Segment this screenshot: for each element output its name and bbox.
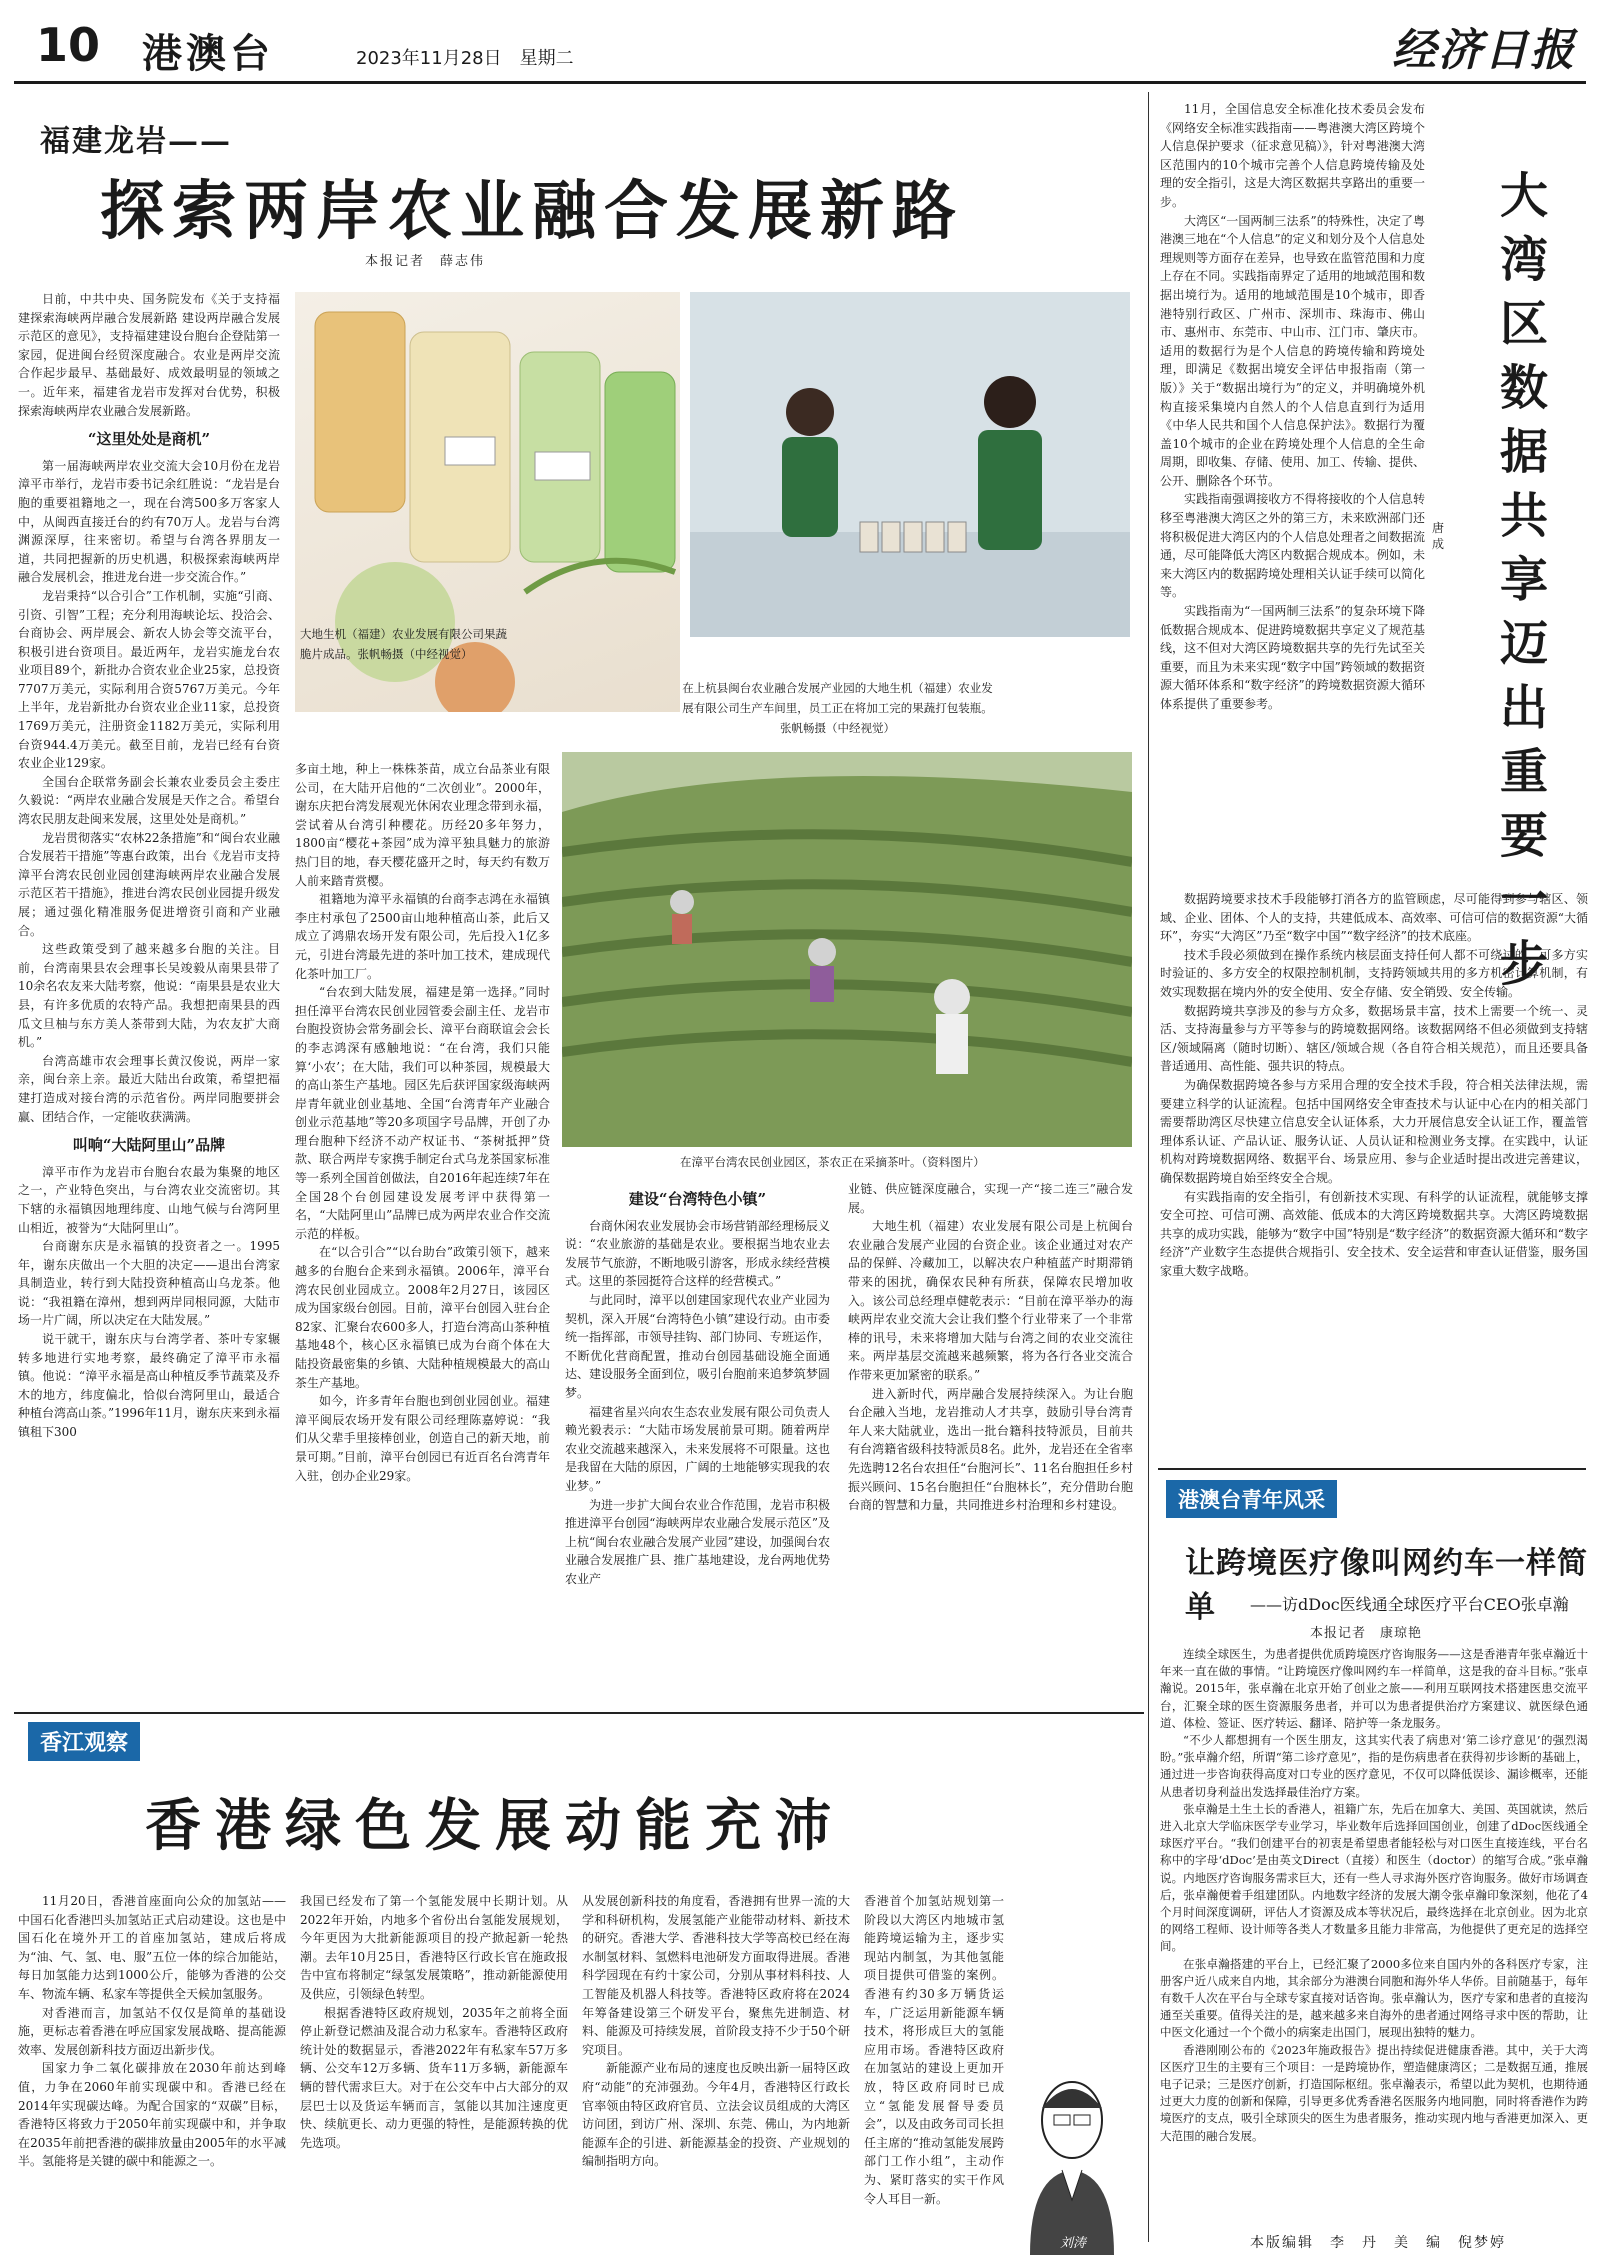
paragraph: 如今，许多青年台胞也到创业园创业。福建漳平闽辰农场开发有限公司经理陈嘉婷说：“我们从父辈手里接棒创业，创造自己的新天地，前景可期。”目前，漳平台创园已有近百名台湾青年入驻，创办企业29家。 [295, 1394, 550, 1483]
page-number: 10 [36, 18, 101, 72]
paragraph: 从发展创新科技的角度看，香港拥有世界一流的大学和科研机构，发展氢能产业能带动材料、新技术的研究。香港大学、香港科技大学等高校已经在海水制氢材料、氢燃料电池研发方面取得进展。香港科学园现在有约十家公司，分别从事材料科技、人工智能及机器人科技等。香港特区政府将在2024年筹备建设第三个研发平台，聚焦先进制造、材料、能源及可持续发展，首阶段支持不少于50个研究项目。 [582, 1894, 850, 2057]
author-portrait-sketch [1010, 2060, 1135, 2255]
article2-column-4 [864, 1892, 1004, 2257]
workshop-workers-image [690, 292, 1130, 637]
paragraph: 龙岩贯彻落实“农林22条措施”和“闽台农业融合发展若干措施”等惠台政策，出台《龙岩市支持漳平台湾农民创业园创建海峡两岸农业融合发展示范区若干措施》，推进台湾农民创业园提升级发展；通过强化精准服务促进增资引商和产业融合。 [18, 830, 280, 938]
photo3-caption: 在漳平台湾农民创业园区，茶农正在采摘茶叶。（资料图片） [680, 1155, 985, 1169]
portrait-signature: 刘涛 [1060, 2236, 1087, 2251]
paragraph: 对香港而言，加氢站不仅仅是简单的基础设施，更标志着香港在呼应国家发展战略、提高能源效率、发展创新科技方面迈出新步伐。 [18, 2005, 286, 2057]
paper-logo: 经济日报 [1392, 25, 1576, 76]
paragraph: 根据香港特区政府规划，2035年之前将全面停止新登记燃油及混合动力私家车。香港特区政府统计处的数据显示，香港2022年有私家车57万多辆、公交车12万多辆、货车11万多辆，新能源车辆的替代需求巨大。对于在公交车中占大部分的双层巴士以及货运车辆而言，氢能以其加注速度更快、续航更长、动力更强的特性，是能源转换的优先选项。 [300, 2005, 568, 2150]
article2-column-2 [300, 1892, 568, 2257]
editor-credits: 本版编辑 李 丹 美 编 倪梦婷 [1250, 2235, 1506, 2251]
article1-subhead-2: 叫响“大陆阿里山”品牌 [72, 1136, 226, 1155]
paragraph: 大湾区“一国两制三法系”的特殊性，决定了粤港澳三地在“个人信息”的定义和划分及个人信息处理规则等方面存在差异，也导致在监管范围和力度上存在不同。实践指南界定了适用的地域范围和数据出境行为。适用的地域范围是10个城市，即香港特别行政区、广州市、深圳市、珠海市、佛山市、惠州市、东莞市、中山市、江门市、肇庆市。适用的数据行为是个人信息的跨境传输和跨境处理，即满足《数据出境安全评估申报指南（第一版）》关于“数据出境行为”的定义，并明确境外机构直接采集境内自然人的个人信息直到行为适用《中华人民共和国个人信息保护法》。数据行为覆盖10个城市的企业在跨境处理个人信息的全生命周期，即收集、存储、使用、加工、传输、提供、公开、删除各个环节。 [1160, 213, 1425, 488]
paragraph: 我国已经发布了第一个氢能发展中长期计划。从2022年开始，内地多个省份出台氢能发展规划，今年更因为大批新能源项目的投产掀起新一轮热潮。去年10月25日，香港特区行政长官在施政报告中宣布将制定“绿氢发展策略”，推动新能源使用及供应，引领绿色转型。 [300, 1894, 568, 2001]
paragraph: 在张卓瀚搭建的平台上，已经汇聚了2000多位来自国内外的各科医疗专家，注册客户近八成来自内地，其余部分为港澳台同胞和海外华人华侨。目前随基于，每年有数千人次在平台与全球专家直接对话咨询。张卓瀚认为，医疗专家和患者的直接沟通至关重要。值得关注的是，越来越多来自海外的患者通过网络寻求中医的帮助，让中医文化通过一个个微小的病案走出国门，展现出独特的魅力。 [1160, 1956, 1588, 2040]
paragraph: 进入新时代，两岸融合发展持续深入。为让台胞台企融入当地，龙岩推动人才共享，鼓励引导台湾青年人来大陆就业，选出一批台籍科技特派员，目前共有台湾籍省级科技特派员8名。此外，龙岩还在全省率先选聘12名台农担任“台胞河长”、11名台胞担任乡村振兴顾问、15名台胞担任“台胞林长”，充分借助台胞台商的智慧和力量，共同推进乡村治理和乡村建设。 [848, 1386, 1133, 1513]
paragraph: “不少人都想拥有一个医生朋友，这其实代表了病患对‘第二诊疗意见’的强烈渴盼。”张卓瀚介绍，所谓“第二诊疗意见”，指的是伤病患者在获得初步诊断的基础上，通过进一步咨询获得高度对口专业的医疗意见，不仅可以降低误诊、漏诊概率，还能从患者切身利益出发选择最佳治疗方案。 [1160, 1733, 1588, 1799]
paragraph: 11月，全国信息安全标准化技术委员会发布《网络安全标准实践指南——粤港澳大湾区跨境个人信息保护要求（征求意见稿）》，针对粤港澳大湾区范围内的10个城市完善个人信息跨境传输及处理的安全指引，这是大湾区数据共享路出的重要一步。 [1160, 102, 1425, 209]
paragraph: 台商休闲农业发展协会市场营销部经理杨辰义说：“农业旅游的基础是农业。要根据当地农业去发展节气旅游，不断地吸引游客，形成永续经营模式。这里的茶园挺符合这样的经营模式。” [565, 1218, 830, 1289]
tea-picking-image [562, 752, 1132, 1147]
article1-kicker: 福建龙岩—— [40, 124, 232, 159]
paragraph: 龙岩秉持“以合引合”工作机制，实施“引商、引资、引智”工程；充分利用海峡论坛、投洽会、台商协会、两岸展会、新农人协会等交流平台，积极引进台资项目。最近两年，龙岩实施龙台农业项目89个，新批办合资农业企业25家，总投资7707万美元，实际利用合资5767万美元。今年上半年，龙岩新批办台资农业企业11家，总投资1769万美元，注册资金1182万美元，实际利用台资944.4万美元。截至目前，龙岩已经有台资农业企业129家。 [18, 588, 280, 771]
article1-column-4 [848, 1180, 1133, 1700]
paragraph: 第一届海峡两岸农业交流大会10月份在龙岩漳平市举行，龙岩市委书记余红胜说：“龙岩是台胞的重要祖籍地之一，现在台湾500多万客家人中，从闽西直接迁台的约有70万人。龙岩与台湾渊源深厚，往来密切。希望与台湾各界朋友一道，共同把握新的历史机遇，积极探索海峡两岸融合发展机会，推进龙台进一步交流合作。” [18, 458, 280, 585]
paragraph: 在“以合引合”“以台助台”政策引领下，越来越多的台胞台企来到永福镇。2006年，漳平台湾农民创业园成立。2008年2月27日，该园区成为国家级台创园。目前，漳平台创园入驻台企82家、汇聚台农600多人，打造台湾高山茶种植基地48个，核心区永福镇已成为台商个体在大陆投资最密集的乡镇、大陆种植规模最大的高山茶生产基地。 [295, 1245, 550, 1390]
paragraph: 连续全球医生，为患者提供优质跨境医疗咨询服务——这是香港青年张卓瀚近十年来一直在做的事情。“让跨境医疗像叫网约车一样简单，这是我的奋斗目标。”张卓瀚说。2015年，张卓瀚在北京开始了创业之旅——利用互联网技术搭建医患交流平台，汇聚全球的医生资源服务患者，并可以为患者提供治疗方案建议、就医绿色通道、体检、签证、医疗转运、翻译、陪护等一条龙服务。 [1160, 1647, 1588, 1730]
section-name: 港澳台 [142, 30, 274, 77]
paragraph: 与此同时，漳平以创建国家现代农业产业园为契机，深入开展“台湾特色小镇”建设行动。由市委统一指挥部，市领导挂钩、部门协同、专班运作，不断优化营商配置，推动台创园基础设施全面通达、建设服务全面到位，吸引台胞前来追梦筑梦圆梦。 [565, 1292, 830, 1400]
article2-column-1 [18, 1892, 286, 2257]
article1-subhead-3: 建设“台湾特色小镇” [628, 1190, 767, 1208]
article4-tag: 港澳台青年风采 [1166, 1480, 1337, 1518]
paragraph: 有实践指南的安全指引，有创新技术实现、有科学的认证流程，就能够支撑安全可控、可信可溯、高效能、低成本的大湾区跨境数据共享。大湾区跨境数据共享的成功实践，能够为“数字中国”特别是“数字经济”的数据资源大循环和“数字经济”产业数字生态提供合规指引、安全技术、安全运营和审查认证借鉴，服务国家重大数字战略。 [1160, 1189, 1588, 1278]
paragraph: 业链、供应链深度融合，实现一产“接二连三”融合发展。 [848, 1182, 1133, 1215]
paragraph: 数据跨境要求技术手段能够打消各方的监管顾虑，尽可能得到参与辖区、领域、企业、团体、个人的支持，共建低成本、高效率、可信可信的数据资源“大循环”，夯实“大湾区”乃至“数字中国”“数字经济”的技术底座。 [1160, 892, 1588, 944]
paragraph: 说干就干，谢东庆与台湾学者、茶叶专家辗转多地进行实地考察，最终确定了漳平市永福镇。他说：“漳平永福是高山种植反季节蔬菜及乔木的地方，纬度偏北，恰似台湾阿里山，最适合种植台湾高山茶。”1996年11月，谢东庆来到永福镇租下300 [18, 1332, 280, 1440]
paragraph: 祖籍地为漳平永福镇的台商李志鸿在永福镇李庄村承包了2500亩山地种植高山茶，此后又成立了鸿鼎农场开发有限公司，先后投入1亿多元，引进台湾最先进的茶叶加工技术，建成现代化茶叶加工厂。 [295, 892, 550, 981]
paragraph: 台湾高雄市农会理事长黄汉俊说，两岸一家亲，闽台亲上亲。最近大陆出台政策，希望把福建打造成对接台湾的示范省份。两岸同胞要拼会赢、团结合作，一定能收获满满。 [18, 1053, 280, 1124]
article1-byline: 本报记者 薛志伟 [365, 254, 486, 269]
article2-tag: 香江观察 [28, 1722, 140, 1761]
paragraph: 11月20日，香港首座面向公众的加氢站——中国石化香港凹头加氢站正式启动建设。这也是中国石化在境外开工的首座加氢站，建成后将成为“油、气、氢、电、服”五位一体的综合加能站，每日加氢能力达到1000公斤，能够为香港的公交车、物流车辆、私家车等提供全天候加氢服务。 [18, 1894, 286, 2001]
article1-column-2 [295, 760, 550, 1700]
paragraph: 这些政策受到了越来越多台胞的关注。目前，台湾南果县农会理事长吴竣毅从南果县带了10余名农友来大陆考察，他说：“南果县是农业大县，有许多优质的农特产品。我想把南果县的西瓜文旦柚与东方美人茶带到大陆，为农友扩大商机。” [18, 942, 280, 1050]
paragraph: 香港刚刚公布的《2023年施政报告》提出持续促进健康香港。其中，关于大湾区医疗卫生的主要有三个项目：一是跨境协作，塑造健康湾区；二是数据互通，推展电子记录；三是医疗创新，打造国际枢纽。张卓瀚表示，希望以此为契机，也期待通过更大力度的创新和保障，引导更多优秀香港名医服务内地同胞，同时将香港作为跨境医疗的支点，吸引全球顶尖的医生为患者服务，推动实现内地与香港更加深入、更大范围的融合发展。 [1160, 2042, 1588, 2143]
article4-body [1160, 1646, 1588, 2216]
paragraph: 多亩土地，种上一株株茶苗，成立台品茶业有限公司，在大陆开启他的“二次创业”。2000年，谢东庆把台湾发展观光休闲农业理念带到永福，尝试着从台湾引种樱花。历经20多年努力，1800亩“樱花+茶园”成为漳平独具魅力的旅游热门目的地，春天樱花盛开之时，每天约有数万人前来踏青赏樱。 [295, 762, 550, 888]
paragraph: 张卓瀚是土生土长的香港人，祖籍广东，先后在加拿大、美国、英国就读，然后进入北京大学临床医学专业学习，毕业数年后选择回国创业，创建了dDoc医线通全球医疗平台。“我们创建平台的初衷是希望患者能轻松与对口医生直接连线，平台名称中的字母‘dDoc’是由英文Direct（直接）和医生（doctor）的缩写合成。”张卓瀚说。内地医疗咨询服务需求巨大，还有一些人寻求海外医疗咨询服务。做好市场调查后，张卓瀚便着手组建团队。内地数字经济的发展大潮令张卓瀚印象深刻，他花了4个月时间深度调研，评估人才资源及成本等状况后，最终选择在北京创业。因为北京的网络工程师、设计师等各类人才数量多且能力非常高，为他提供了更充足的选择空间。 [1160, 1801, 1588, 1954]
column-divider [1148, 92, 1149, 2242]
paragraph: 为确保数据跨境各参与方采用合理的安全技术手段，符合相关法律法规，需要建立科学的认证流程。包括中国网络安全审查技术与认证中心在内的相关部门需要帮助湾区尽快建立信息安全认证体系，大力开展信息安全认证工作，覆盖管理体系认证、产品认证、服务认证、人员认证和检测业务支撑。在实践中，认证机构对跨境数据网络、数据平台、场景应用、参与企业适时提出改进完善建议，确保数据跨境自始至终安全合规。 [1160, 1077, 1588, 1185]
article1-column-3 [565, 1180, 830, 1700]
article1-subhead-1: “这里处处是商机” [87, 430, 211, 449]
article2-headline: 香港绿色发展动能充沛 [145, 1793, 845, 1859]
paragraph: 全国台企联常务副会长兼农业委员会主委庄久毅说：“两岸农业融合发展是天作之合。希望台湾农民朋友赴闽来发展，这里处处是商机。” [18, 774, 280, 827]
photo1-caption: 大地生机（福建）农业发展有限公司果蔬脆片成品。张帆畅摄（中经视觉） [300, 627, 507, 661]
article3-author: 唐成 [1431, 521, 1444, 551]
article3-headline: 大湾区数据共享迈出重要一步 [1499, 168, 1548, 992]
article1-column-1 [18, 290, 280, 1700]
article4-byline: 本报记者 康琼艳 [1310, 1626, 1423, 1641]
paragraph: 新能源产业布局的速度也反映出新一届特区政府“动能”的充沛强劲。今年4月，香港特区行政长官率领由特区政府官员、立法会议员组成的大湾区访问团，到访广州、深圳、东莞、佛山，为内地新能源车企的引进、新能源基金的投资、产业规划的编制指明方向。 [582, 2061, 850, 2169]
photo-tea-garden [562, 752, 1132, 1147]
section-divider-right [1158, 1468, 1586, 1470]
paragraph: 台商谢东庆是永福镇的投资者之一。1995年，谢东庆做出一个大胆的决定——退出台湾家具制造业，转行到大陆投资种植高山乌龙茶。他说：“我祖籍在漳州，想到两岸同根同源，大陆市场一片广阔，所以决定在大陆发展。” [18, 1239, 280, 1328]
paragraph: 为进一步扩大闽台农业合作范围，龙岩市积极推进漳平台创园“海峡两岸农业融合发展示范区”及上杭“闽台农业融合发展产业园”建设，加强闽台农业融合发展推广县、推广基地建设，龙台两地优势农业产 [565, 1497, 830, 1586]
masthead [14, 8, 1586, 84]
paragraph: 福建省星兴向农生态农业发展有限公司负责人赖光毅表示：“大陆市场发展前景可期。随着两岸农业交流越来越深入，未来发展将不可限量。这也是我留在大陆的原因，广阔的土地能够实现我的农业梦。” [565, 1404, 830, 1493]
portrait-sketch-image [1010, 2060, 1135, 2255]
article4-subtitle: ——访dDoc医线通全球医疗平台CEO张卓瀚 [1250, 1595, 1569, 1614]
paragraph: 实践指南为“一国两制三法系”的复杂环境下降低数据合规成本、促进跨境数据共享定义了规范基线，这不但对大湾区跨境数据共享的先行先试至关重要，而且为未来实现“数字中国”跨领域的数据资源大循环体系和“数字经济”的跨境数据资源大循环体系提供了重要参考。 [1160, 604, 1425, 711]
paragraph: 技术手段必须做到在操作系统内核层面支持任何人都不可绕过的、可多方实时验证的、多方安全的权限控制机制，支持跨领域共用的多方机密计算机制，有效实现数据在境内外的安全使用、安全存储、安全销毁、安全传输。 [1160, 947, 1588, 999]
article1-headline: 探索两岸农业融合发展新路 [100, 174, 964, 249]
paragraph: “台农到大陆发展，福建是第一选择。”同时担任漳平台湾农民创业园管委会副主任、龙岩市台胞投资协会常务副会长、漳平台商联谊会会长的李志鸿深有感触地说：“在台湾，我们只能算‘小农’；在大陆，我们可以种茶园，规模最大的高山茶生产基地。园区先后获评国家级海峡两岸青年就业创业基地、全国“台湾青年产业融合创业示范基地”等20多项国字号品牌，开创了办理台胞种下经济不动产权证书、“茶树抵押”贷款、联合两岸专家携手制定台式乌龙茶国家标准等一系列全国首创做法，自2016年起连续7年在全国28个台创园建设发展考评中获得第一名，“大陆阿里山”品牌已成为两岸农业合作交流示范的样板。 [295, 985, 550, 1241]
paragraph: 国家力争二氧化碳排放在2030年前达到峰值，力争在2060年前实现碳中和。香港已经在2014年实现碳达峰。为配合国家的“双碳”目标，香港特区将致力于2050年前实现碳中和，并争取在2035年前把香港的碳排放量由2005年的水平减半。氢能将是关键的碳中和能源之一。 [18, 2061, 286, 2169]
photo-packing-workshop [690, 292, 1130, 637]
paragraph: 数据跨境共享涉及的参与方众多，数据场景丰富，技术上需要一个统一、灵活、支持海量参与方平等参与的跨境数据网络。该数据网络不但必须做到支持辖区/领域隔离（随时切断）、辖区/领域合规（各自符合相关规范），而且还要具备普适通用、高性能、强共识的特点。 [1160, 1003, 1588, 1074]
paragraph: 大地生机（福建）农业发展有限公司是上杭闽台农业融合发展产业园的台资企业。该企业通过对农产品的保鲜、冷藏加工，以解决农户种植蓝产时期滞销带来的困扰，确保农民种有所获，保障农民增加收入。该公司总经理卓健乾表示：“目前在漳平举办的海峡两岸农业交流大会让我们整个行业带来了一个非常棒的讯号，未来将增加大陆与台湾之间的农业交流往来。两岸基层交流越来越频繁，将为各行各业交流合作带来更加紧密的联系。” [848, 1219, 1133, 1382]
photo2-caption: 在上杭县闽台农业融合发展产业园的大地生机（福建）农业发展有限公司生产车间里，员工正在将加工完的果蔬打包装瓶。张帆畅摄（中经视觉） [682, 681, 993, 735]
section-divider [14, 1712, 1144, 1714]
paragraph: 香港首个加氢站规划第一阶段以大湾区内地城市氢能跨境运输为主，逐步实现站内制氢，为其他氢能项目提供可借鉴的案例。香港有约30多万辆货运车，广泛运用新能源车辆技术，将形成巨大的氢能应用市场。香港特区政府在加氢站的建设上更加开放，特区政府同时已成立“氢能发展督导委员会”，以及由政务司司长担任主席的“推动氢能发展跨部门工作小组”，主动作为、紧盯落实的实干作风令人耳目一新。 [864, 1894, 1004, 2206]
issue-date: 2023年11月28日 星期二 [356, 48, 574, 69]
article2-column-3 [582, 1892, 850, 2257]
article1-lead: 日前，中共中央、国务院发布《关于支持福建探索海峡两岸融合发展新路 建设两岸融合发展示范区的意见》，支持福建建设台胞台企登陆第一家园，促进闽台经贸深度融合。农业是两岸交流合作起步最早、基础最好、成效最明显的领域之一。近年来，福建省龙岩市发挥对台优势，积极探索海峡两岸农业融合发展新路。 [18, 292, 280, 418]
paragraph: 实践指南强调接收方不得将接收的个人信息转移至粤港澳大湾区之外的第三方，未来欧洲部门还将积极促进大湾区内的个人信息处理者之间数据流通，尽可能降低大湾区内数据合规成本。例如，未来大湾区内的数据跨境处理相关认证手续可以简化等。 [1160, 492, 1425, 600]
paragraph: 漳平市作为龙岩市台胞台农最为集聚的地区之一，产业特色突出，与台湾农业交流密切。其下辖的永福镇因地理纬度、山地气候与台湾阿里山相近，被誉为“大陆阿里山”。 [18, 1164, 280, 1235]
article4-headline: 让跨境医疗像叫网约车一样简单 [1185, 1546, 1588, 1625]
